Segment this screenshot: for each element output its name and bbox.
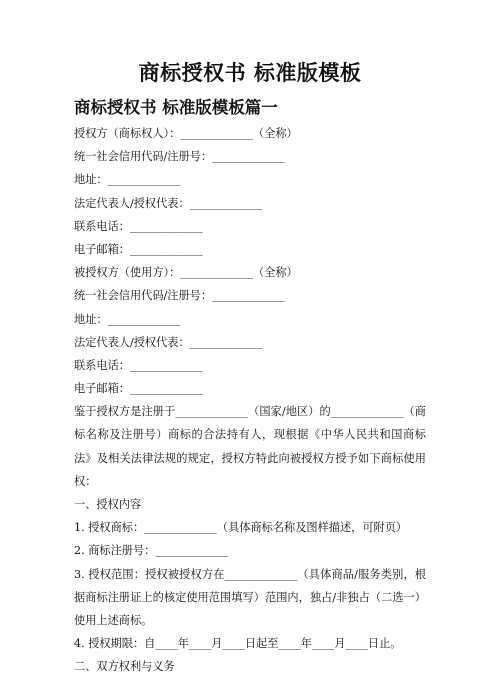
licensee-representative-line: 法定代表人/授权代表：_____________: [74, 335, 263, 349]
section-heading-authorization: 一、授权内容: [74, 498, 142, 512]
registration-number-item: 2. 商标注册号：_____________: [74, 544, 229, 558]
authorization-period-item: 4. 授权期限：自____年____月____日起至____年____月____日止。: [74, 637, 402, 651]
document-title: 商标授权书 标准版模板: [138, 60, 362, 85]
licensor-email-line: 电子邮箱：_____________: [74, 242, 203, 256]
licensee-email-line: 电子邮箱：_____________: [74, 382, 203, 396]
licensor-phone-line: 联系电话：_____________: [74, 219, 203, 233]
licensee-credit-code-line: 统一社会信用代码/注册号：_____________: [74, 289, 285, 303]
section-heading-rights: 二、双方权利与义务: [74, 660, 175, 674]
authorization-scope-item: 3. 授权范围：授权被授权方在_____________（具体商品/服务类别，根据商标注册证上的核定使用范围填写）范围内，独占/非独占（二选一）使用上述商标。: [74, 567, 426, 628]
licensee-phone-line: 联系电话：_____________: [74, 358, 203, 372]
licensor-representative-line: 法定代表人/授权代表：_____________: [74, 196, 263, 210]
licensee-name-line: 被授权方（使用方）：_____________（全称）: [74, 266, 298, 280]
preamble-paragraph: 鉴于授权方是注册于_____________（国家/地区）的_____________（商标名称及注册号）商标的合法持有人，现根据《中华人民共和国商标法》及相关法律法规的规定，授权方特此向被授权方授予如下商标使用权：: [74, 405, 426, 488]
document-body: [74, 122, 426, 679]
licensor-address-line: 地址：_____________: [74, 173, 181, 187]
licensor-credit-code-line: 统一社会信用代码/注册号：_____________: [74, 150, 285, 164]
licensor-name-line: 授权方（商标权人）：_____________（全称）: [74, 127, 298, 140]
section-title: 商标授权书 标准版模板篇一: [74, 98, 278, 117]
authorized-trademark-item: 1. 授权商标：_____________（具体商标名称及图样描述，可附页）: [74, 521, 408, 535]
licensee-address-line: 地址：_____________: [74, 312, 181, 326]
